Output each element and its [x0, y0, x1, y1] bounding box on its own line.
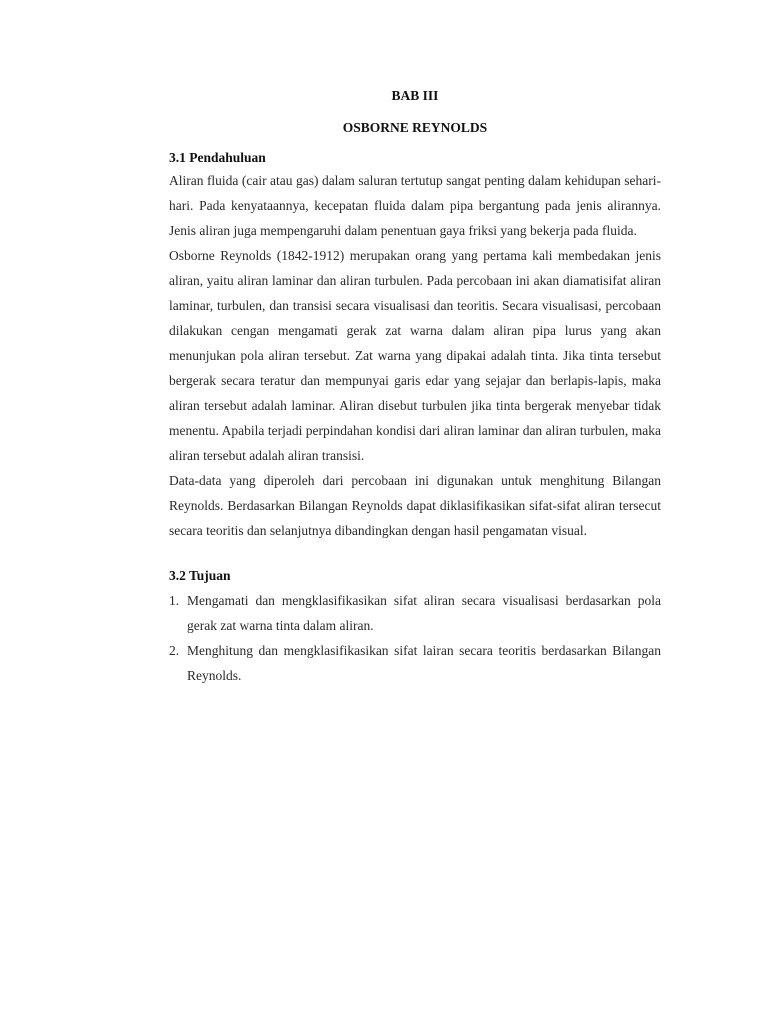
document-body — [169, 86, 661, 688]
chapter-label: BAB III — [391, 88, 439, 103]
list-item — [169, 588, 661, 638]
chapter-title: OSBORNE REYNOLDS — [342, 120, 488, 135]
list-item-number: 2. — [169, 643, 180, 658]
section-heading-pendahuluan: 3.1 Pendahuluan — [169, 150, 266, 165]
paragraph-intro: Aliran fluida (cair atau gas) dalam saluran tertutup sangat penting dalam kehidupan sehari-hari. Pada kenyataannya, kecepatan fluida dalam pipa bergantung pada jenis alirannya. Jenis aliran juga mempengaruhi dalam penentuan gaya friksi yang bekerja pada fluida. — [169, 173, 661, 238]
list-item-text: Menghitung dan mengklasifikasikan sifat lairan secara teoritis berdasarkan Bilangan Reynolds. — [187, 643, 661, 683]
paragraph-data-usage: Data-data yang diperoleh dari percobaan ini digunakan untuk menghitung Bilangan Reynolds. Berdasarkan Bilangan Reynolds dapat diklasifikasikan sifat-sifat aliran tersecut secara teoritis dan selanjutnya dibandingkan dengan hasil pengamatan visual. — [169, 473, 661, 538]
list-item-number: 1. — [169, 593, 180, 608]
goals-list — [169, 588, 661, 688]
paragraph-reynolds-history: Osborne Reynolds (1842-1912) merupakan orang yang pertama kali membedakan jenis aliran, yaitu aliran laminar dan aliran turbulen. Pada percobaan ini akan diamatisifat aliran laminar, turbulen, dan transisi secara visualisasi dan teoritis. Secara visualisasi, percobaan dilakukan cengan mengamati gerak zat warna dalam aliran pipa lurus yang akan menunjukan pola aliran tersebut. Zat warna yang dipakai adalah tinta. Jika tinta tersebut bergerak secara teratur dan mempunyai garis edar yang sejajar dan berlapis-lapis, maka aliran tersebut adalah laminar. Aliran disebut turbulen jika tinta bergerak menyebar tidak menentu. Apabila terjadi perpindahan kondisi dari aliran laminar dan aliran turbulen, maka aliran tersebut adalah aliran transisi. — [169, 248, 661, 463]
list-item — [169, 638, 661, 688]
section-heading-tujuan: 3.2 Tujuan — [169, 568, 231, 583]
list-item-text: Mengamati dan mengklasifikasikan sifat aliran secara visualisasi berdasarkan pola gerak zat warna tinta dalam aliran. — [187, 593, 661, 633]
